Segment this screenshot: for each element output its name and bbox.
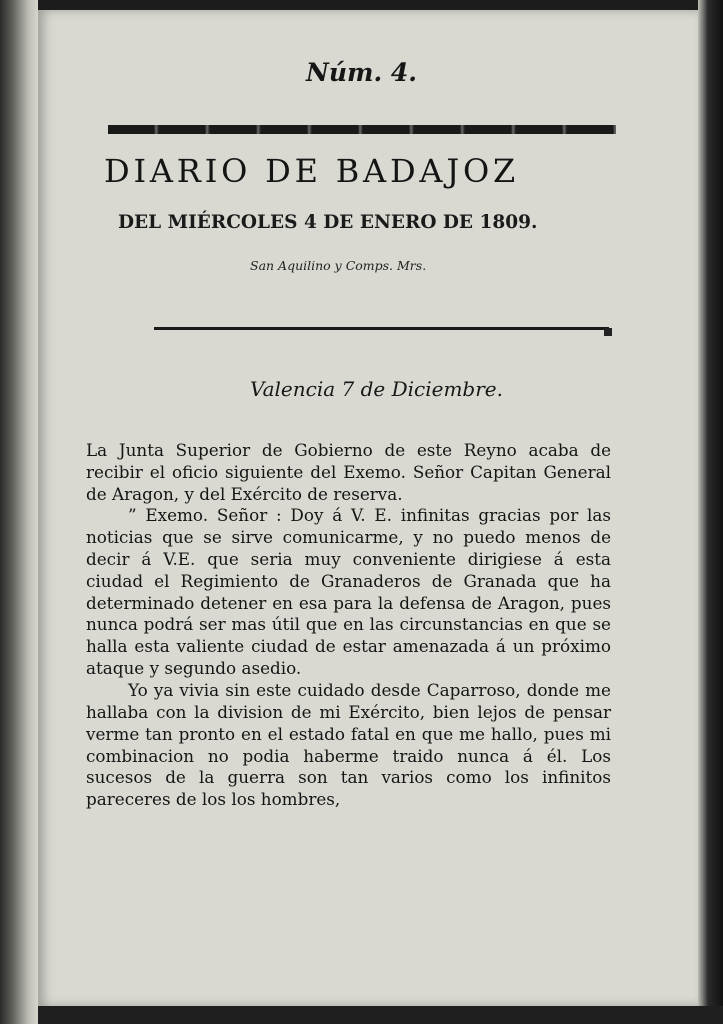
newspaper-title: DIARIO DE BADAJOZ <box>104 152 520 190</box>
paragraph-2: ” Exemo. Señor : Doy á V. E. infinitas gracias por las noticias que se sirve comunicarme, y no puedo menos de decir á V.E. que seria muy conveniente dirigiese á esta ciudad el Regimiento de Granaderos de Granada que ha determinado detener en esa para la defensa de Aragon, pues nunca podrá ser mas útil que en las circunstancias en que se halla esta valiente ciudad de estar amenazada á un próximo ataque y segundo asedio. <box>86 505 611 678</box>
section-rule <box>154 327 609 330</box>
book-gutter <box>0 0 38 1024</box>
paragraph-1: La Junta Superior de Gobierno de este Reyno acaba de recibir el oficio siguiente del Exemo. Señor Capitan General de Aragon, y del Exército de reserva. <box>86 440 611 504</box>
paragraph-3: Yo ya vivia sin este cuidado desde Caparroso, donde me hallaba con la division de mi Exército, bien lejos de pensar verme tan pronto en el estado fatal en que me hallo, pues mi combinacion no podia haberme traido nunca á él. Los sucesos de la guerra son tan varios como los infinitos pareceres de los los hombres, <box>86 680 611 810</box>
saints-of-day: San Aquilino y Comps. Mrs. <box>250 258 427 273</box>
issue-number: Núm. 4. <box>306 58 417 87</box>
article-dateline: Valencia 7 de Diciembre. <box>250 377 503 401</box>
page-right-edge <box>698 0 723 1024</box>
article-body <box>86 440 611 811</box>
masthead-rule <box>108 125 616 134</box>
issue-date: DEL MIÉRCOLES 4 DE ENERO DE 1809. <box>118 212 538 233</box>
printer-mark <box>604 328 612 336</box>
scan-bottom-edge <box>38 1006 723 1024</box>
